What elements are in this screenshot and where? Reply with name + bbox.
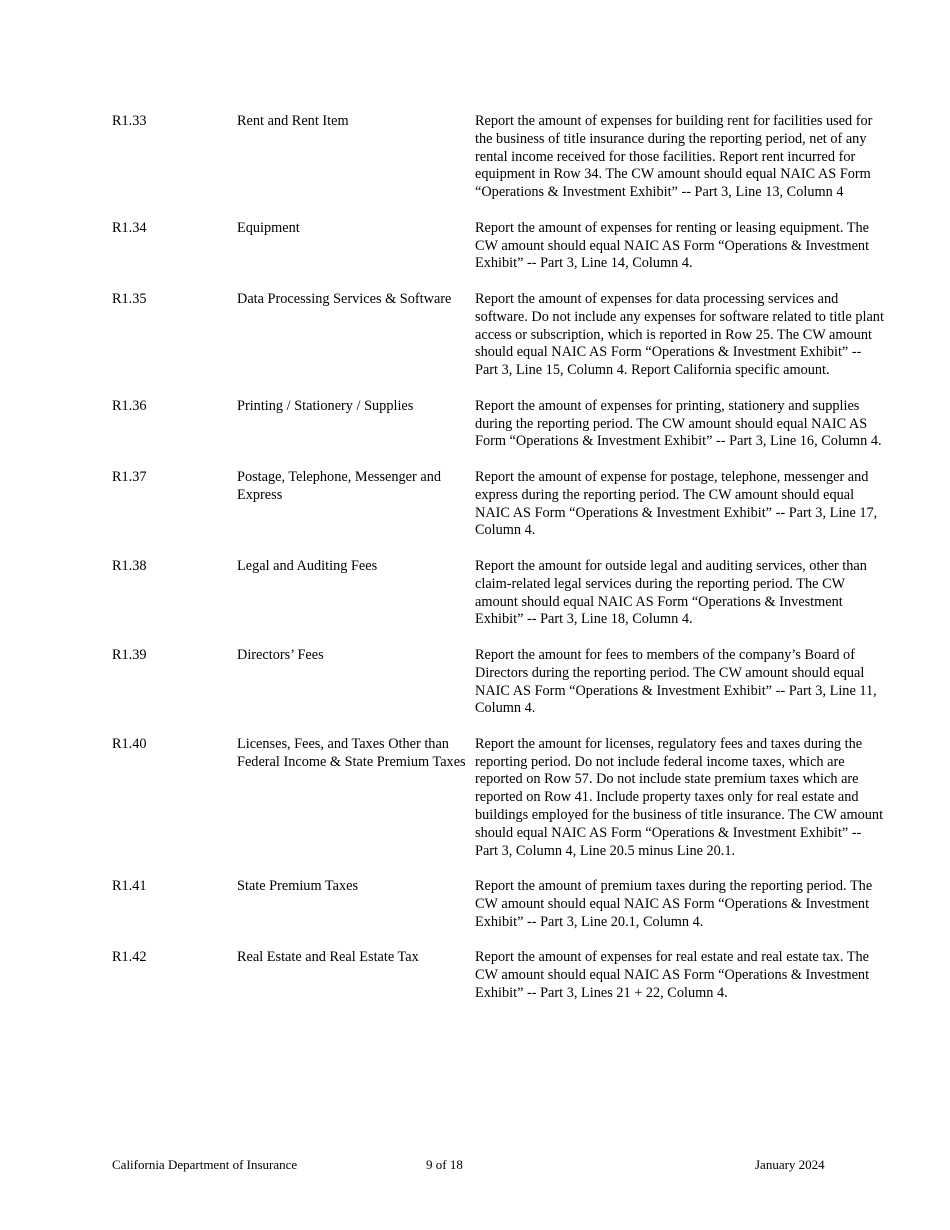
row-name: Directors’ Fees (237, 646, 324, 663)
row-id: R1.38 (112, 557, 147, 574)
row-name: State Premium Taxes (237, 878, 359, 895)
row-id: R1.40 (112, 735, 147, 752)
table-row (112, 398, 892, 451)
row-id: R1.36 (112, 397, 147, 414)
row-description: Report the amount of expenses for data processing services and software. Do not include any expenses for software related to title plant access or subscription, which is reported in Row 25. The CW amount should equal NAIC AS Form “Operations & Investment Exhibit” -- Part 3, Line 15, Column 4. Report California specific amount. (475, 290, 884, 379)
row-id: R1.41 (112, 878, 147, 895)
footer-date: January 2024 (755, 1157, 825, 1172)
row-id: R1.37 (112, 468, 147, 485)
table-row (112, 220, 892, 273)
table-row (112, 878, 892, 931)
row-name: Data Processing Services & Software (237, 290, 452, 307)
row-description: Report the amount of premium taxes during the reporting period. The CW amount should equal NAIC AS Form “Operations & Investment Exhibit” -- Part 3, Line 20.1, Column 4. (475, 878, 873, 930)
table-row (112, 647, 892, 718)
row-description: Report the amount of expenses for real estate and real estate tax. The CW amount should equal NAIC AS Form “Operations & Investment Exhibit” -- Part 3, Lines 21 + 22, Column 4. (475, 949, 870, 1002)
row-description: Report the amount of expense for postage, telephone, messenger and express during the reporting period. The CW amount should equal NAIC AS Form “Operations & Investment Exhibit” -- Part 3, Line 17, Column 4. (475, 468, 878, 539)
table-row (112, 949, 892, 1002)
row-name: Real Estate and Real Estate Tax (237, 949, 419, 966)
row-id: R1.33 (112, 113, 147, 129)
row-id: R1.34 (112, 219, 147, 236)
row-id: R1.35 (112, 290, 147, 307)
row-description: Report the amount for licenses, regulatory fees and taxes during the reporting period. Do not include federal income taxes, which are reported on Row 57. Do not include state premium taxes which are reported on Row 41. Include property taxes only for real estate and buildings employed for the business of title insurance. The CW amount should equal NAIC AS Form “Operations & Investment Exhibit” -- Part 3, Column 4, Line 20.5 minus Line 20.1. (475, 735, 884, 859)
row-description: Report the amount of expenses for printing, stationery and supplies during the reporting period. The CW amount should equal NAIC AS Form “Operations & Investment Exhibit” -- Part 3, Line 16, Column 4. (475, 397, 882, 450)
footer-page-number: 9 of 18 (426, 1157, 463, 1172)
row-description: Report the amount of expenses for renting or leasing equipment. The CW amount should equal NAIC AS Form “Operations & Investment Exhibit” -- Part 3, Line 14, Column 4. (475, 219, 870, 272)
row-description: Report the amount for fees to members of the company’s Board of Directors during the reporting period. The CW amount should equal NAIC AS Form “Operations & Investment Exhibit” -- Part 3, Line 11, Column 4. (475, 646, 877, 717)
row-id: R1.39 (112, 646, 147, 663)
row-name: Rent and Rent Item (237, 113, 349, 129)
table-row (112, 558, 892, 629)
row-name: Licenses, Fees, and Taxes Other than Federal Income & State Premium Taxes (237, 735, 466, 770)
table-row (112, 113, 892, 202)
instructions-table (112, 113, 892, 1021)
table-row (112, 469, 892, 540)
row-name: Legal and Auditing Fees (237, 557, 378, 574)
footer-organization: California Department of Insurance (112, 1157, 298, 1172)
table-row (112, 736, 892, 861)
row-name: Postage, Telephone, Messenger and Express (237, 468, 442, 503)
row-id: R1.42 (112, 949, 147, 966)
row-name: Equipment (237, 219, 300, 236)
row-description: Report the amount of expenses for building rent for facilities used for the business of title insurance during the reporting period, net of any rental income received for those facilities. Report rent incurred for equipment in Row 34. The CW amount should equal NAIC AS Form “Operations & Investment Exhibit” -- Part 3, Line 13, Column 4 (475, 113, 873, 201)
table-row (112, 291, 892, 380)
row-description: Report the amount for outside legal and auditing services, other than claim-related legal services during the reporting period. The CW amount should equal NAIC AS Form “Operations & Investment Exhibit” -- Part 3, Line 18, Column 4. (475, 557, 867, 628)
row-name: Printing / Stationery / Supplies (237, 397, 414, 414)
